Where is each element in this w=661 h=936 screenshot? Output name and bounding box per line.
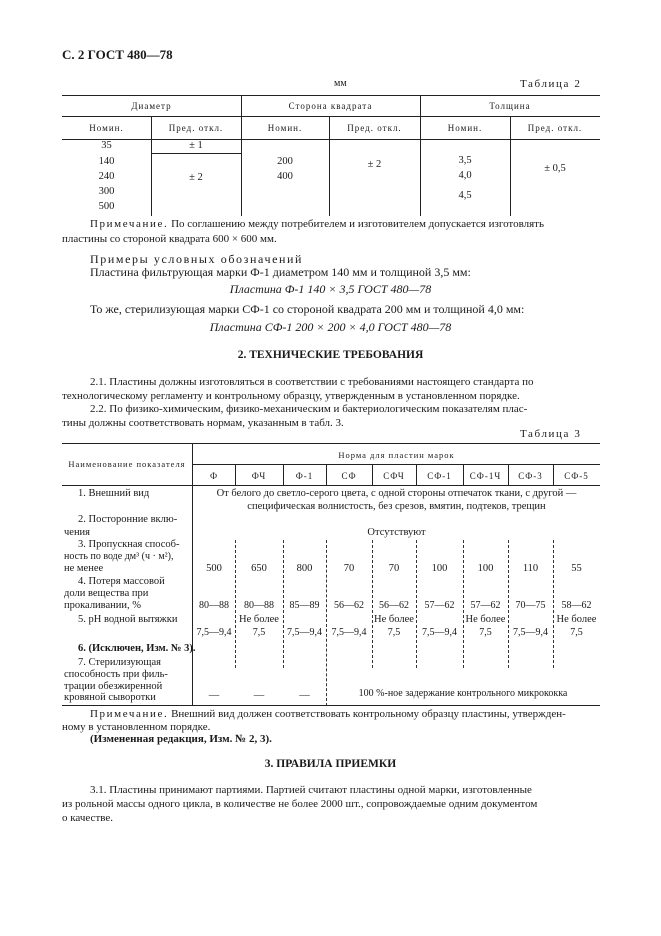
row-name: 3. Пропускная способ- [78, 539, 180, 550]
table3-cell: 100 [477, 563, 494, 574]
table3-cell: 7,5 [570, 627, 583, 638]
table2-subheader: Пред. откл. [347, 123, 402, 133]
table3-cell: 56—62 [334, 600, 364, 611]
note2-line: ному в установленном порядке. [62, 721, 211, 733]
table3-grade: Ф-1 [295, 471, 314, 481]
table2-cell: 3,5 [458, 155, 472, 166]
table3-cell: 70—75 [515, 600, 546, 611]
table3-grade: Ф [209, 471, 219, 481]
table3-cell: 7,5—9,4 [196, 627, 232, 638]
table2-cell: ± 2 [189, 172, 203, 183]
row-name: 6. (Исключен, Изм. № 3). [78, 643, 196, 654]
table3-cell: Не более [239, 614, 279, 625]
paragraph-line: тины должны соответствовать нормам, указанным в табл. 3. [62, 417, 344, 429]
table3-cell: 57—62 [424, 600, 455, 611]
table2-cell: 240 [98, 171, 115, 182]
note2-line: Примечание. Внешний вид должен соответствовать контрольному образцу пластины, утвержден- [90, 708, 566, 720]
row-name: 1. Внешний вид [78, 488, 150, 499]
table3-cell: 80—88 [199, 600, 229, 611]
table2-cell: ± 1 [189, 140, 203, 151]
table2-subheader: Номин. [447, 123, 483, 133]
table2-group-thickness: Толщина [489, 101, 531, 111]
paragraph-line: из рольной массы одного цикла, в количестве не более 2000 шт., сопровождаемые одним документом [62, 798, 538, 810]
row-name: кровяной сыворотки [64, 692, 156, 703]
paragraph-line: технологическому регламенту и контрольному образцу, утвержденным в установленном порядке. [62, 390, 520, 402]
table3-cell: 7,5—9,4 [331, 627, 367, 638]
table2-cell: 300 [98, 186, 115, 197]
table3-cell: 80—88 [244, 600, 274, 611]
table3-cell: 7,5—9,4 [422, 627, 457, 638]
paragraph-line: 2.2. По физико-химическим, физико-механическим и бактериологическим показателям плас- [90, 403, 528, 415]
table2-cell: 500 [98, 201, 115, 212]
table2-unit: мм [334, 78, 347, 89]
table3-cell: 7,5 [387, 627, 401, 638]
table2-cell: 200 [277, 156, 293, 167]
table3-cell: 56—62 [379, 600, 409, 611]
table3-norm-header: Норма для пластин марок [338, 450, 455, 460]
table3-grade: СФ-3 [518, 471, 543, 481]
table3-grade: СФ [341, 471, 357, 481]
table3-cell: 55 [571, 563, 582, 574]
table3-caption: Таблица 3 [520, 428, 582, 440]
table3-cell: 110 [522, 563, 539, 574]
row-name: 5. pH водной вытяжки [78, 614, 178, 625]
row-name: 2. Посторонние вклю- [78, 514, 178, 525]
table2-subheader: Номин. [89, 123, 124, 133]
paragraph-line: о качестве. [62, 812, 114, 824]
table2-cell: 400 [277, 171, 293, 182]
table3-cell: 100 [431, 563, 448, 574]
table2-subheader: Пред. откл. [168, 123, 224, 133]
table3-cell: 800 [296, 563, 313, 574]
table3-grade: СФ-1 [427, 471, 452, 481]
table2-subheader: Пред. откл. [527, 123, 583, 133]
table3-grade: СФ-5 [564, 471, 589, 481]
row-name: доли вещества при [64, 588, 149, 599]
row-name: трации обезжиренной [64, 681, 163, 692]
table3-cell: 7,5 [252, 627, 266, 638]
table2-group-diameter: Диаметр [131, 101, 172, 111]
table3-cell: 650 [251, 563, 267, 574]
examples-heading: Примеры условных обозначений [90, 252, 304, 266]
row-name: 4. Потеря массовой [78, 576, 165, 587]
examples-line: Пластина фильтрующая марки Ф-1 диаметром 140 мм и толщиной 3,5 мм: [90, 265, 471, 279]
row-value: Отсутствуют [367, 527, 426, 538]
table3-cell: — [253, 690, 265, 701]
amendment-note: (Измененная редакция, Изм. № 2, 3). [90, 733, 272, 745]
table3-cell: Не более [556, 614, 597, 625]
example-designation: Пластина СФ-1 200 × 200 × 4,0 ГОСТ 480—78 [209, 320, 452, 334]
note1-line: Примечание. По соглашению между потребителем и изготовителем допускается изготовлять [90, 218, 545, 230]
table2-cell: 140 [98, 156, 115, 167]
table3-cell: 7,5 [479, 627, 492, 638]
table3-cell: 7,5—9,4 [287, 627, 322, 638]
table2-caption: Таблица 2 [520, 78, 582, 90]
section-title: 2. ТЕХНИЧЕСКИЕ ТРЕБОВАНИЯ [237, 349, 424, 361]
table3-cell: 500 [206, 563, 222, 574]
paragraph-line: 2.1. Пластины должны изготовляться в соответствии с требованиями настоящего стандарта по [90, 376, 534, 388]
table3-cell: 100 %-ное задержание контрольного микрококка [358, 688, 568, 699]
table2-cell: ± 0,5 [544, 163, 566, 174]
table3-cell: 70 [388, 563, 400, 574]
table2-cell: 4,0 [458, 170, 472, 181]
example-designation: Пластина Ф-1 140 × 3,5 ГОСТ 480—78 [229, 282, 432, 296]
note1-line: пластины со стороной квадрата 600 × 600 мм. [62, 233, 277, 245]
table2-cell: 4,5 [458, 190, 472, 201]
row-value: специфическая волнистость, без срезов, вмятин, подтеков, трещин [247, 501, 546, 512]
table3-grade: СФЧ [383, 471, 405, 481]
row-name: ность по воде дм³ (ч · м²), [64, 551, 174, 562]
table2-cell: 35 [101, 140, 112, 151]
row-name: прокаливании, % [64, 600, 142, 611]
table3-grade: ФЧ [251, 471, 267, 481]
page-header: С. 2 ГОСТ 480—78 [62, 47, 173, 62]
paragraph-line: 3.1. Пластины принимают партиями. Партией считают пластины одной марки, изготовленные [90, 784, 532, 796]
table3-grade: СФ-1Ч [469, 471, 502, 481]
table2-cell: ± 2 [367, 159, 382, 170]
table3-cell: Не более [465, 614, 506, 625]
examples-line: То же, стерилизующая марки СФ-1 со стороной квадрата 200 мм и толщиной 4,0 мм: [90, 302, 525, 316]
table3-cell: 57—62 [470, 600, 501, 611]
table3-cell: 7,5—9,4 [513, 627, 548, 638]
row-name: способность при филь- [64, 669, 168, 680]
table3-cell: — [208, 690, 220, 701]
table2-subheader: Номин. [267, 123, 303, 133]
section-title: 3. ПРАВИЛА ПРИЕМКИ [264, 758, 397, 770]
table3-cell: 70 [343, 563, 355, 574]
row-name: 7. Стерилизующая [78, 657, 161, 668]
table3-cell: — [299, 690, 310, 701]
table3-cell: Не более [374, 614, 414, 625]
row-name: чения [64, 527, 91, 538]
row-name: не менее [64, 563, 104, 574]
row-value: От белого до светло-серого цвета, с одной стороны отпечаток ткани, с другой — [216, 488, 577, 499]
table3-cell: 58—62 [561, 600, 592, 611]
table2-group-square: Сторона квадрата [288, 101, 373, 111]
table3-cell: 85—89 [289, 600, 320, 611]
table3-col-indicator: Наименование показателя [68, 459, 186, 469]
